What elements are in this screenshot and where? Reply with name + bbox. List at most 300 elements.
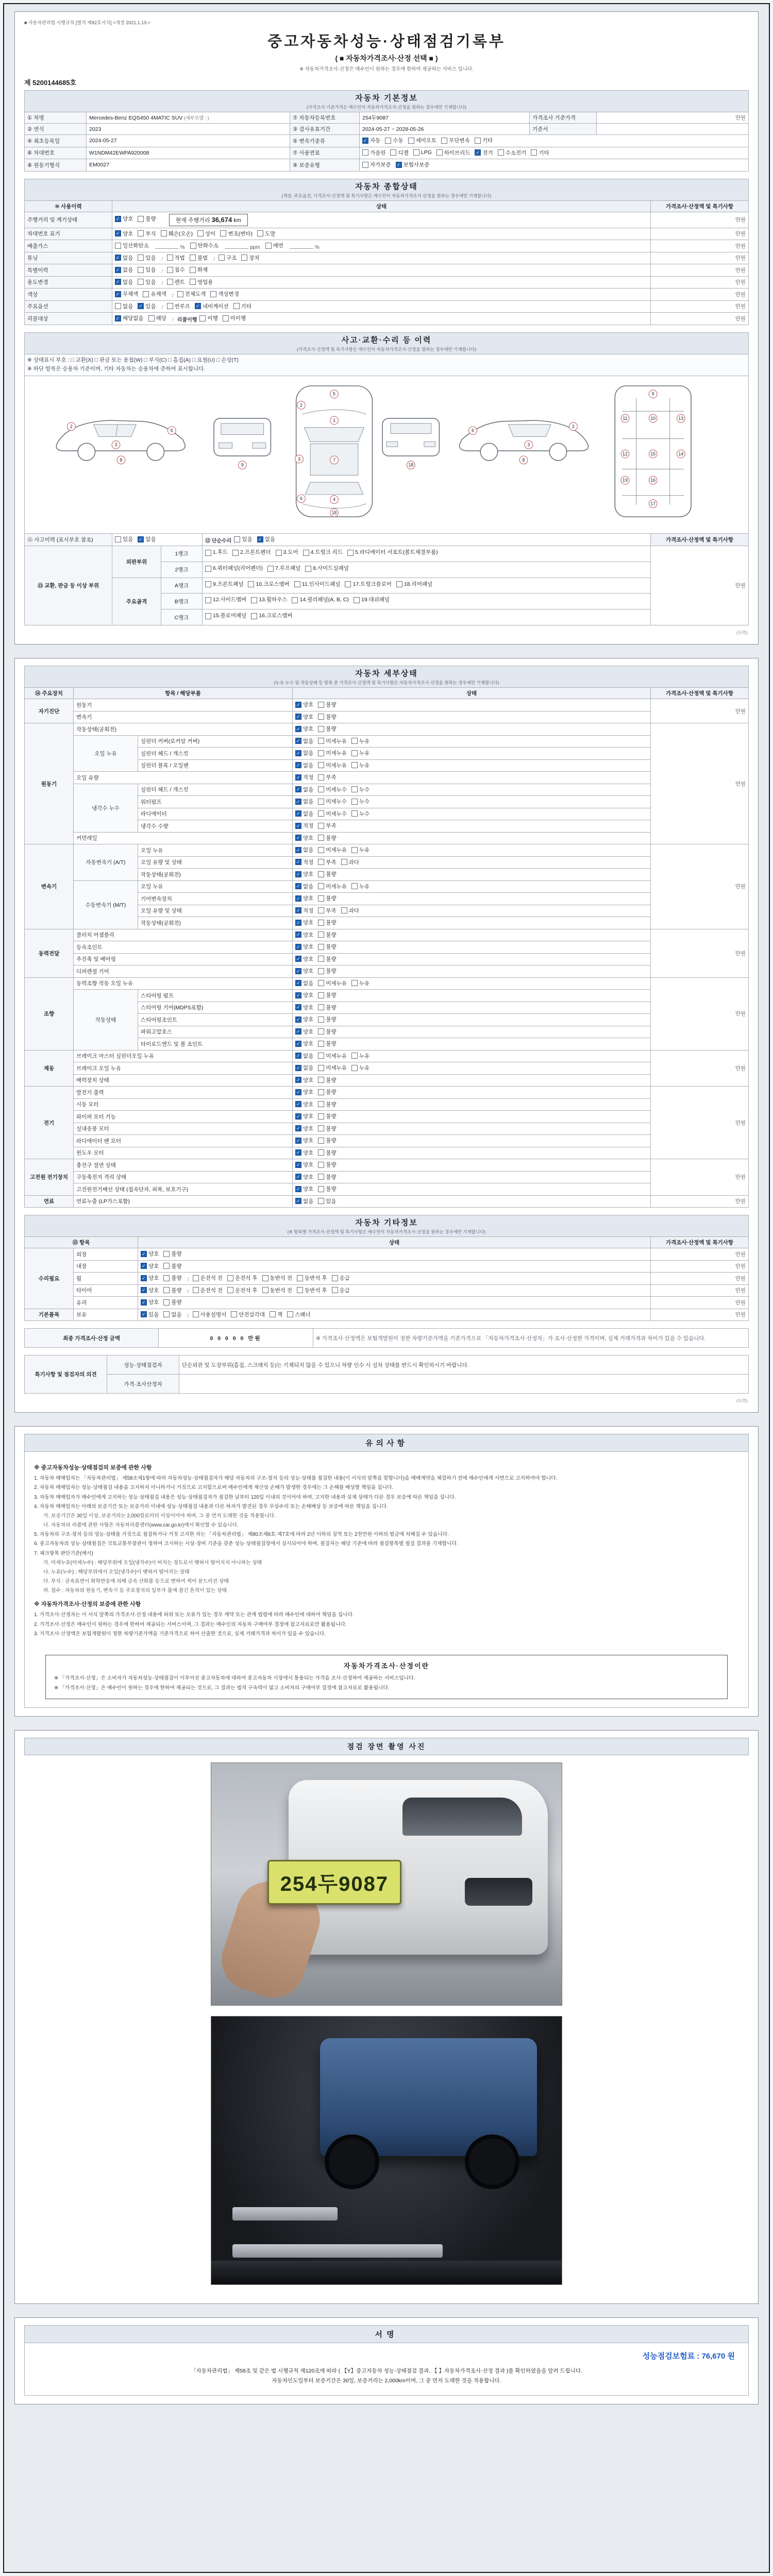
checkbox-option[interactable]: [318, 713, 336, 721]
checkbox-option[interactable]: [115, 535, 133, 543]
measurement-field[interactable]: [225, 243, 248, 249]
checkbox-box[interactable]: [295, 871, 301, 877]
checkbox-box[interactable]: [190, 243, 196, 249]
checkbox-box[interactable]: [141, 1299, 147, 1306]
panel-checkbox[interactable]: [292, 595, 348, 605]
checkbox-box[interactable]: [295, 1016, 301, 1023]
checkbox-box[interactable]: [177, 291, 183, 297]
checkbox-option[interactable]: [498, 149, 527, 157]
checkbox-option[interactable]: [177, 290, 206, 298]
checkbox-box[interactable]: [295, 1113, 301, 1120]
checkbox-box[interactable]: [318, 750, 324, 756]
checkbox-box[interactable]: [138, 303, 144, 309]
checkbox-option[interactable]: [231, 1311, 265, 1318]
panel-checkbox[interactable]: [232, 548, 271, 558]
checkbox-option[interactable]: [115, 278, 133, 286]
checkbox-box[interactable]: [385, 138, 391, 144]
checkbox-option[interactable]: [413, 149, 432, 156]
checkbox-option[interactable]: [396, 161, 430, 168]
checkbox-box[interactable]: [295, 786, 301, 792]
checkbox-box[interactable]: [234, 536, 240, 543]
checkbox-option[interactable]: [143, 290, 166, 298]
checkbox-option[interactable]: [141, 1250, 159, 1258]
checkbox-option[interactable]: [295, 1112, 313, 1120]
checkbox-box[interactable]: [295, 895, 301, 902]
checkbox-option[interactable]: [193, 1311, 227, 1318]
checkbox-box[interactable]: [295, 931, 301, 938]
panel-checkbox[interactable]: [205, 611, 246, 621]
checkbox-option[interactable]: [295, 749, 313, 757]
checkbox-box[interactable]: [141, 1287, 147, 1293]
checkbox-box[interactable]: [351, 980, 358, 986]
checkbox-box[interactable]: [257, 230, 263, 236]
checkbox-box[interactable]: [295, 823, 301, 829]
checkbox-option[interactable]: [318, 725, 336, 733]
checkbox-box[interactable]: [115, 230, 121, 236]
checkbox-box[interactable]: [295, 1162, 301, 1168]
checkbox-option[interactable]: [436, 149, 470, 157]
checkbox-option[interactable]: [257, 535, 275, 543]
checkbox-box[interactable]: [318, 1053, 324, 1059]
checkbox-option[interactable]: [234, 535, 252, 543]
checkbox-option[interactable]: [295, 1076, 313, 1084]
checkbox-box[interactable]: [295, 714, 301, 720]
checkbox-option[interactable]: [257, 230, 275, 238]
checkbox-box[interactable]: [295, 956, 301, 962]
checkbox-box[interactable]: [351, 762, 358, 768]
checkbox-option[interactable]: [318, 943, 336, 951]
checkbox-option[interactable]: [318, 761, 347, 769]
checkbox-option[interactable]: [167, 302, 190, 310]
checkbox-box[interactable]: [227, 1287, 233, 1293]
checkbox-option[interactable]: [351, 761, 369, 769]
checkbox-option[interactable]: [138, 266, 156, 274]
checkbox-option[interactable]: [295, 955, 313, 963]
checkbox-option[interactable]: [233, 302, 251, 310]
checkbox-box[interactable]: [287, 1311, 293, 1317]
checkbox-option[interactable]: [318, 931, 336, 939]
checkbox-box[interactable]: [141, 1275, 147, 1281]
checkbox-box[interactable]: [276, 550, 282, 556]
checkbox-box[interactable]: [295, 968, 301, 974]
checkbox-option[interactable]: [295, 1015, 313, 1023]
panel-checkbox[interactable]: [248, 580, 289, 590]
checkbox-option[interactable]: [115, 215, 133, 223]
checkbox-option[interactable]: [138, 230, 156, 238]
checkbox-box[interactable]: [318, 1138, 324, 1144]
checkbox-box[interactable]: [318, 980, 324, 986]
checkbox-box[interactable]: [138, 255, 144, 261]
checkbox-box[interactable]: [318, 895, 324, 902]
checkbox-box[interactable]: [231, 1311, 237, 1317]
checkbox-option[interactable]: [270, 1311, 282, 1318]
checkbox-box[interactable]: [167, 279, 173, 285]
checkbox-option[interactable]: [295, 979, 313, 987]
panel-checkbox[interactable]: [205, 580, 243, 590]
checkbox-box[interactable]: [141, 1251, 147, 1257]
checkbox-box[interactable]: [262, 1275, 268, 1281]
checkbox-option[interactable]: [265, 242, 283, 249]
checkbox-option[interactable]: [295, 737, 313, 745]
checkbox-option[interactable]: [318, 1040, 336, 1047]
checkbox-box[interactable]: [318, 738, 324, 744]
checkbox-box[interactable]: [351, 847, 358, 853]
checkbox-option[interactable]: [148, 314, 166, 322]
checkbox-box[interactable]: [262, 1287, 268, 1293]
checkbox-box[interactable]: [205, 581, 211, 587]
panel-checkbox[interactable]: [205, 548, 228, 558]
checkbox-box[interactable]: [115, 243, 121, 249]
checkbox-box[interactable]: [143, 291, 149, 297]
checkbox-box[interactable]: [295, 1186, 301, 1192]
checkbox-box[interactable]: [318, 799, 324, 805]
checkbox-box[interactable]: [248, 581, 254, 587]
checkbox-box[interactable]: [362, 162, 368, 168]
checkbox-option[interactable]: [295, 919, 313, 926]
checkbox-box[interactable]: [475, 149, 481, 156]
checkbox-box[interactable]: [318, 847, 324, 853]
checkbox-option[interactable]: [295, 725, 313, 733]
checkbox-option[interactable]: [362, 161, 391, 168]
checkbox-option[interactable]: [318, 1052, 347, 1060]
checkbox-option[interactable]: [318, 858, 336, 866]
checkbox-box[interactable]: [232, 550, 239, 556]
checkbox-option[interactable]: [351, 883, 369, 890]
checkbox-box[interactable]: [163, 1263, 170, 1269]
checkbox-box[interactable]: [163, 1251, 170, 1257]
checkbox-option[interactable]: [318, 1088, 336, 1096]
checkbox-box[interactable]: [354, 597, 360, 603]
checkbox-option[interactable]: [351, 737, 369, 745]
checkbox-box[interactable]: [318, 1186, 324, 1192]
checkbox-box[interactable]: [318, 1016, 324, 1023]
checkbox-option[interactable]: [190, 278, 213, 286]
checkbox-box[interactable]: [351, 883, 358, 889]
checkbox-box[interactable]: [197, 230, 204, 236]
checkbox-box[interactable]: [305, 566, 311, 572]
checkbox-option[interactable]: [318, 737, 347, 745]
checkbox-option[interactable]: [351, 798, 369, 805]
checkbox-option[interactable]: [295, 1100, 313, 1108]
checkbox-option[interactable]: [163, 1274, 181, 1282]
checkbox-option[interactable]: [163, 1262, 181, 1270]
checkbox-box[interactable]: [115, 315, 121, 321]
checkbox-box[interactable]: [295, 1125, 301, 1131]
checkbox-box[interactable]: [351, 738, 358, 744]
checkbox-option[interactable]: [318, 810, 347, 818]
checkbox-box[interactable]: [318, 944, 324, 950]
checkbox-box[interactable]: [219, 255, 225, 261]
checkbox-option[interactable]: [295, 931, 313, 939]
checkbox-box[interactable]: [347, 550, 354, 556]
checkbox-box[interactable]: [115, 291, 121, 297]
checkbox-option[interactable]: [295, 786, 313, 793]
checkbox-option[interactable]: [295, 713, 313, 721]
checkbox-box[interactable]: [115, 536, 121, 543]
checkbox-box[interactable]: [332, 1287, 338, 1293]
checkbox-box[interactable]: [295, 1004, 301, 1010]
checkbox-option[interactable]: [141, 1311, 159, 1318]
checkbox-box[interactable]: [190, 267, 196, 273]
checkbox-option[interactable]: [295, 1137, 313, 1144]
checkbox-option[interactable]: [190, 242, 219, 249]
checkbox-box[interactable]: [295, 1198, 301, 1204]
checkbox-box[interactable]: [318, 1113, 324, 1120]
checkbox-box[interactable]: [318, 1125, 324, 1131]
checkbox-option[interactable]: [295, 991, 313, 999]
checkbox-option[interactable]: [223, 314, 246, 322]
panel-checkbox[interactable]: [205, 564, 263, 574]
checkbox-option[interactable]: [199, 314, 217, 322]
checkbox-option[interactable]: [441, 137, 470, 144]
checkbox-box[interactable]: [295, 738, 301, 744]
checkbox-box[interactable]: [318, 883, 324, 889]
checkbox-option[interactable]: [295, 846, 313, 854]
measurement-field[interactable]: [290, 243, 313, 249]
panel-checkbox[interactable]: [345, 580, 391, 590]
checkbox-option[interactable]: [197, 230, 215, 238]
checkbox-box[interactable]: [190, 255, 196, 261]
checkbox-option[interactable]: [408, 137, 437, 144]
checkbox-option[interactable]: [141, 1298, 159, 1306]
checkbox-option[interactable]: [115, 290, 138, 298]
checkbox-box[interactable]: [318, 714, 324, 720]
panel-checkbox[interactable]: [251, 611, 292, 621]
checkbox-box[interactable]: [297, 1287, 303, 1293]
checkbox-option[interactable]: [167, 254, 185, 262]
checkbox-option[interactable]: [318, 1064, 347, 1072]
checkbox-option[interactable]: [318, 979, 347, 987]
checkbox-option[interactable]: [295, 810, 313, 818]
checkbox-box[interactable]: [295, 799, 301, 805]
checkbox-box[interactable]: [161, 230, 167, 236]
checkbox-option[interactable]: [141, 1274, 159, 1282]
checkbox-option[interactable]: [318, 870, 336, 878]
checkbox-box[interactable]: [138, 216, 144, 222]
checkbox-option[interactable]: [332, 1286, 350, 1294]
checkbox-box[interactable]: [115, 255, 121, 261]
checkbox-option[interactable]: [362, 149, 385, 157]
checkbox-option[interactable]: [351, 979, 369, 987]
checkbox-option[interactable]: [351, 846, 369, 854]
checkbox-box[interactable]: [267, 566, 274, 572]
checkbox-option[interactable]: [318, 919, 336, 926]
checkbox-option[interactable]: [318, 894, 336, 902]
checkbox-option[interactable]: [318, 701, 336, 708]
panel-checkbox[interactable]: [205, 595, 246, 605]
checkbox-box[interactable]: [163, 1275, 170, 1281]
checkbox-box[interactable]: [318, 956, 324, 962]
checkbox-box[interactable]: [115, 279, 121, 285]
checkbox-option[interactable]: [475, 137, 493, 144]
checkbox-option[interactable]: [318, 846, 347, 854]
checkbox-box[interactable]: [148, 315, 155, 321]
checkbox-box[interactable]: [205, 550, 211, 556]
checkbox-option[interactable]: [163, 1250, 181, 1258]
checkbox-option[interactable]: [295, 1125, 313, 1132]
panel-checkbox[interactable]: [251, 595, 287, 605]
checkbox-box[interactable]: [294, 581, 300, 587]
checkbox-box[interactable]: [163, 1287, 170, 1293]
checkbox-option[interactable]: [295, 1064, 313, 1072]
checkbox-box[interactable]: [295, 1077, 301, 1083]
checkbox-box[interactable]: [295, 774, 301, 781]
checkbox-option[interactable]: [295, 822, 313, 829]
checkbox-box[interactable]: [362, 149, 368, 156]
checkbox-box[interactable]: [531, 149, 537, 156]
checkbox-box[interactable]: [318, 1101, 324, 1107]
checkbox-box[interactable]: [318, 1198, 324, 1204]
checkbox-box[interactable]: [351, 786, 358, 792]
checkbox-box[interactable]: [351, 810, 358, 817]
checkbox-box[interactable]: [318, 1065, 324, 1071]
checkbox-option[interactable]: [318, 955, 336, 963]
checkbox-box[interactable]: [295, 1065, 301, 1071]
checkbox-box[interactable]: [318, 859, 324, 865]
checkbox-box[interactable]: [295, 1149, 301, 1156]
checkbox-box[interactable]: [408, 138, 414, 144]
checkbox-option[interactable]: [141, 1286, 159, 1294]
checkbox-option[interactable]: [241, 254, 259, 262]
checkbox-box[interactable]: [295, 992, 301, 998]
checkbox-box[interactable]: [141, 1263, 147, 1269]
checkbox-box[interactable]: [233, 303, 240, 309]
checkbox-box[interactable]: [318, 1077, 324, 1083]
checkbox-box[interactable]: [295, 1138, 301, 1144]
checkbox-box[interactable]: [318, 992, 324, 998]
checkbox-box[interactable]: [436, 149, 443, 156]
checkbox-box[interactable]: [193, 1311, 199, 1317]
checkbox-box[interactable]: [318, 702, 324, 708]
checkbox-option[interactable]: [163, 1311, 181, 1318]
checkbox-box[interactable]: [193, 1275, 199, 1281]
checkbox-option[interactable]: [351, 810, 369, 818]
panel-checkbox[interactable]: [354, 595, 390, 605]
checkbox-option[interactable]: [341, 858, 359, 866]
panel-checkbox[interactable]: [276, 548, 298, 558]
checkbox-option[interactable]: [190, 254, 208, 262]
checkbox-option[interactable]: [193, 1286, 223, 1294]
checkbox-box[interactable]: [390, 149, 396, 156]
checkbox-box[interactable]: [167, 267, 173, 273]
checkbox-option[interactable]: [351, 1052, 369, 1060]
checkbox-box[interactable]: [205, 566, 211, 572]
checkbox-box[interactable]: [115, 267, 121, 273]
checkbox-box[interactable]: [195, 303, 201, 309]
checkbox-option[interactable]: [318, 822, 336, 829]
checkbox-option[interactable]: [351, 749, 369, 757]
checkbox-option[interactable]: [138, 254, 156, 262]
checkbox-option[interactable]: [362, 137, 380, 144]
checkbox-box[interactable]: [318, 1004, 324, 1010]
checkbox-option[interactable]: [210, 290, 239, 298]
checkbox-option[interactable]: [138, 302, 156, 310]
checkbox-box[interactable]: [318, 835, 324, 841]
checkbox-box[interactable]: [141, 1311, 147, 1317]
checkbox-box[interactable]: [138, 536, 144, 543]
checkbox-option[interactable]: [262, 1286, 293, 1294]
checkbox-box[interactable]: [295, 1028, 301, 1035]
checkbox-option[interactable]: [318, 907, 336, 914]
panel-checkbox[interactable]: [303, 548, 343, 558]
checkbox-box[interactable]: [318, 774, 324, 781]
checkbox-box[interactable]: [396, 162, 402, 168]
checkbox-option[interactable]: [318, 834, 336, 842]
checkbox-option[interactable]: [138, 278, 156, 286]
checkbox-option[interactable]: [318, 1173, 336, 1181]
checkbox-option[interactable]: [295, 1197, 313, 1205]
panel-checkbox[interactable]: [305, 564, 349, 574]
checkbox-box[interactable]: [295, 883, 301, 889]
checkbox-box[interactable]: [303, 550, 309, 556]
checkbox-option[interactable]: [295, 834, 313, 842]
checkbox-box[interactable]: [295, 920, 301, 926]
checkbox-box[interactable]: [138, 267, 144, 273]
checkbox-box[interactable]: [199, 315, 206, 321]
checkbox-box[interactable]: [190, 279, 196, 285]
checkbox-box[interactable]: [318, 1041, 324, 1047]
checkbox-option[interactable]: [295, 858, 313, 866]
checkbox-box[interactable]: [115, 303, 121, 309]
checkbox-option[interactable]: [295, 883, 313, 890]
checkbox-option[interactable]: [318, 1100, 336, 1108]
checkbox-box[interactable]: [295, 859, 301, 865]
checkbox-box[interactable]: [318, 871, 324, 877]
checkbox-option[interactable]: [295, 1004, 313, 1011]
checkbox-box[interactable]: [163, 1311, 170, 1317]
checkbox-box[interactable]: [318, 1028, 324, 1035]
checkbox-box[interactable]: [205, 597, 211, 603]
checkbox-box[interactable]: [295, 750, 301, 756]
checkbox-option[interactable]: [295, 943, 313, 951]
checkbox-box[interactable]: [318, 810, 324, 817]
checkbox-option[interactable]: [295, 701, 313, 708]
checkbox-option[interactable]: [295, 1040, 313, 1047]
checkbox-box[interactable]: [318, 1089, 324, 1095]
checkbox-option[interactable]: [295, 1028, 313, 1036]
checkbox-option[interactable]: [332, 1274, 350, 1282]
checkbox-option[interactable]: [219, 254, 237, 262]
checkbox-option[interactable]: [297, 1274, 327, 1282]
checkbox-box[interactable]: [318, 762, 324, 768]
checkbox-option[interactable]: [227, 1286, 258, 1294]
checkbox-box[interactable]: [318, 968, 324, 974]
checkbox-box[interactable]: [257, 536, 263, 543]
checkbox-box[interactable]: [345, 581, 351, 587]
checkbox-option[interactable]: [295, 761, 313, 769]
checkbox-box[interactable]: [292, 597, 298, 603]
checkbox-option[interactable]: [141, 1262, 159, 1270]
checkbox-box[interactable]: [210, 291, 216, 297]
checkbox-option[interactable]: [167, 278, 185, 286]
checkbox-box[interactable]: [332, 1275, 338, 1281]
checkbox-option[interactable]: [295, 907, 313, 914]
checkbox-option[interactable]: [227, 1274, 258, 1282]
checkbox-box[interactable]: [318, 907, 324, 913]
checkbox-option[interactable]: [318, 883, 347, 890]
checkbox-box[interactable]: [193, 1287, 199, 1293]
checkbox-option[interactable]: [138, 535, 156, 543]
checkbox-option[interactable]: [161, 230, 193, 238]
checkbox-option[interactable]: [318, 1149, 336, 1157]
checkbox-box[interactable]: [138, 279, 144, 285]
checkbox-box[interactable]: [295, 702, 301, 708]
checkbox-box[interactable]: [318, 920, 324, 926]
checkbox-option[interactable]: [115, 230, 133, 238]
checkbox-box[interactable]: [295, 944, 301, 950]
checkbox-option[interactable]: [318, 1137, 336, 1144]
checkbox-box[interactable]: [115, 216, 121, 222]
